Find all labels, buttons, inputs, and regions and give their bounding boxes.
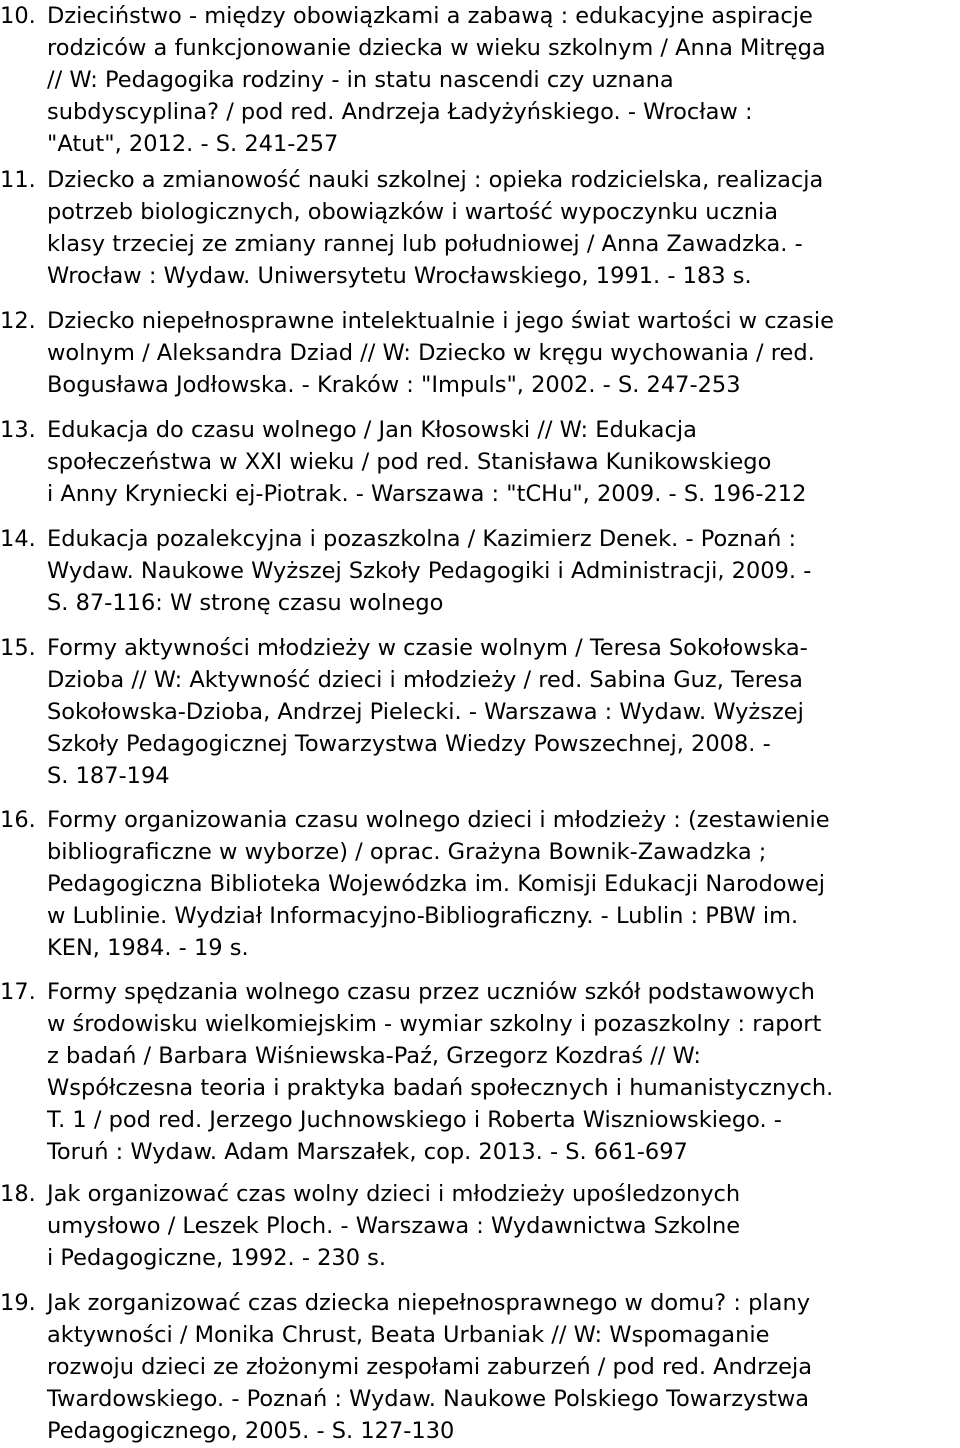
entry-number: 14. — [0, 526, 36, 552]
entry-line: Formy spędzania wolnego czasu przez uczniów szkół podstawowych — [47, 979, 815, 1005]
entry-number: 12. — [0, 308, 36, 334]
entry-line: z badań / Barbara Wiśniewska-Paź, Grzegorz Kozdraś // W: — [47, 1043, 702, 1069]
entry-line: aktywności / Monika Chrust, Beata Urbaniak // W: Wspomaganie — [47, 1322, 770, 1348]
entry-line: Bogusława Jodłowska. - Kraków : "Impuls", 2002. - S. 247-253 — [47, 372, 741, 398]
entry-line: bibliograficzne w wyborze) / oprac. Grażyna Bownik-Zawadzka ; — [47, 839, 767, 865]
entry-line: Dziecko a zmianowość nauki szkolnej : opieka rodzicielska, realizacja — [47, 167, 824, 193]
entry-line: i Pedagogiczne, 1992. - 230 s. — [47, 1245, 387, 1271]
entry-number: 13. — [0, 417, 36, 443]
entry-number: 17. — [0, 979, 36, 1005]
entry-line: Współczesna teoria i praktyka badań społecznych i humanistycznych. — [47, 1075, 834, 1101]
entry-line: umysłowo / Leszek Ploch. - Warszawa : Wydawnictwa Szkolne — [47, 1213, 741, 1239]
entry-line: Jak zorganizować czas dziecka niepełnosprawnego w domu? : plany — [47, 1290, 811, 1316]
entry-line: Wrocław : Wydaw. Uniwersytetu Wrocławskiego, 1991. - 183 s. — [47, 263, 752, 289]
entry-line: Pedagogiczna Biblioteka Wojewódzka im. Komisji Edukacji Narodowej — [47, 871, 826, 897]
entry-line: S. 187-194 — [47, 763, 170, 789]
entry-line: // W: Pedagogika rodziny - in statu nascendi czy uznana — [47, 67, 674, 93]
entry-line: Formy organizowania czasu wolnego dzieci i młodzieży : (zestawienie — [47, 807, 830, 833]
entry-number: 10. — [0, 3, 36, 29]
entry-line: wolnym / Aleksandra Dziad // W: Dziecko w kręgu wychowania / red. — [47, 340, 815, 366]
entry-text — [47, 0, 960, 160]
entry-line: Edukacja do czasu wolnego / Jan Kłosowski // W: Edukacja — [47, 417, 697, 443]
entry-text — [47, 976, 960, 1168]
entry-line: Dziecko niepełnosprawne intelektualnie i jego świat wartości w czasie — [47, 308, 834, 334]
entry-line: w Lublinie. Wydział Informacyjno-Bibliograficzny. - Lublin : PBW im. — [47, 903, 799, 929]
entry-line: Wydaw. Naukowe Wyższej Szkoły Pedagogiki i Administracji, 2009. - — [47, 558, 812, 584]
entry-text — [47, 414, 960, 510]
entry-number: 11. — [0, 167, 36, 193]
entry-line: Szkoły Pedagogicznej Towarzystwa Wiedzy Powszechnej, 2008. - — [47, 731, 771, 757]
entry-line: i Anny Kryniecki ej-Piotrak. - Warszawa : "tCHu", 2009. - S. 196-212 — [47, 481, 807, 507]
entry-line: rodziców a funkcjonowanie dziecka w wieku szkolnym / Anna Mitręga — [47, 35, 826, 61]
entry-line: społeczeństwa w XXI wieku / pod red. Stanisława Kunikowskiego — [47, 449, 772, 475]
entry-number: 19. — [0, 1290, 36, 1316]
entry-line: rozwoju dzieci ze złożonymi zespołami zaburzeń / pod red. Andrzeja — [47, 1354, 813, 1380]
entry-line: "Atut", 2012. - S. 241-257 — [47, 131, 339, 157]
entry-line: Jak organizować czas wolny dzieci i młodzieży upośledzonych — [47, 1181, 741, 1207]
entry-line: potrzeb biologicznych, obowiązków i wartość wypoczynku ucznia — [47, 199, 779, 225]
entry-line: Sokołowska-Dzioba, Andrzej Pielecki. - Warszawa : Wydaw. Wyższej — [47, 699, 804, 725]
entry-text — [47, 1178, 960, 1274]
entry-line: Formy aktywności młodzieży w czasie wolnym / Teresa Sokołowska- — [47, 635, 808, 661]
entry-text — [47, 305, 960, 401]
entry-text — [47, 523, 960, 619]
entry-text — [47, 1287, 960, 1447]
entry-line: klasy trzeciej ze zmiany rannej lub południowej / Anna Zawadzka. - — [47, 231, 803, 257]
entry-line: w środowisku wielkomiejskim - wymiar szkolny i pozaszkolny : raport — [47, 1011, 822, 1037]
entry-line: S. 87-116: W stronę czasu wolnego — [47, 590, 444, 616]
entry-line: subdyscyplina? / pod red. Andrzeja Ładyżyńskiego. - Wrocław : — [47, 99, 753, 125]
entry-line: Toruń : Wydaw. Adam Marszałek, cop. 2013. - S. 661-697 — [47, 1139, 688, 1165]
entry-number: 18. — [0, 1181, 36, 1207]
entry-text — [47, 632, 960, 792]
entry-line: Edukacja pozalekcyjna i pozaszkolna / Kazimierz Denek. - Poznań : — [47, 526, 797, 552]
entry-text — [47, 804, 960, 964]
entry-line: Pedagogicznego, 2005. - S. 127-130 — [47, 1418, 455, 1444]
entry-line: T. 1 / pod red. Jerzego Juchnowskiego i Roberta Wiszniowskiego. - — [47, 1107, 782, 1133]
entry-line: Dzieciństwo - między obowiązkami a zabawą : edukacyjne aspiracje — [47, 3, 813, 29]
entry-number: 15. — [0, 635, 36, 661]
entry-line: Twardowskiego. - Poznań : Wydaw. Naukowe Polskiego Towarzystwa — [47, 1386, 810, 1412]
entry-number: 16. — [0, 807, 36, 833]
entry-line: KEN, 1984. - 19 s. — [47, 935, 249, 961]
entry-text — [47, 164, 960, 292]
entry-line: Dzioba // W: Aktywność dzieci i młodzieży / red. Sabina Guz, Teresa — [47, 667, 803, 693]
